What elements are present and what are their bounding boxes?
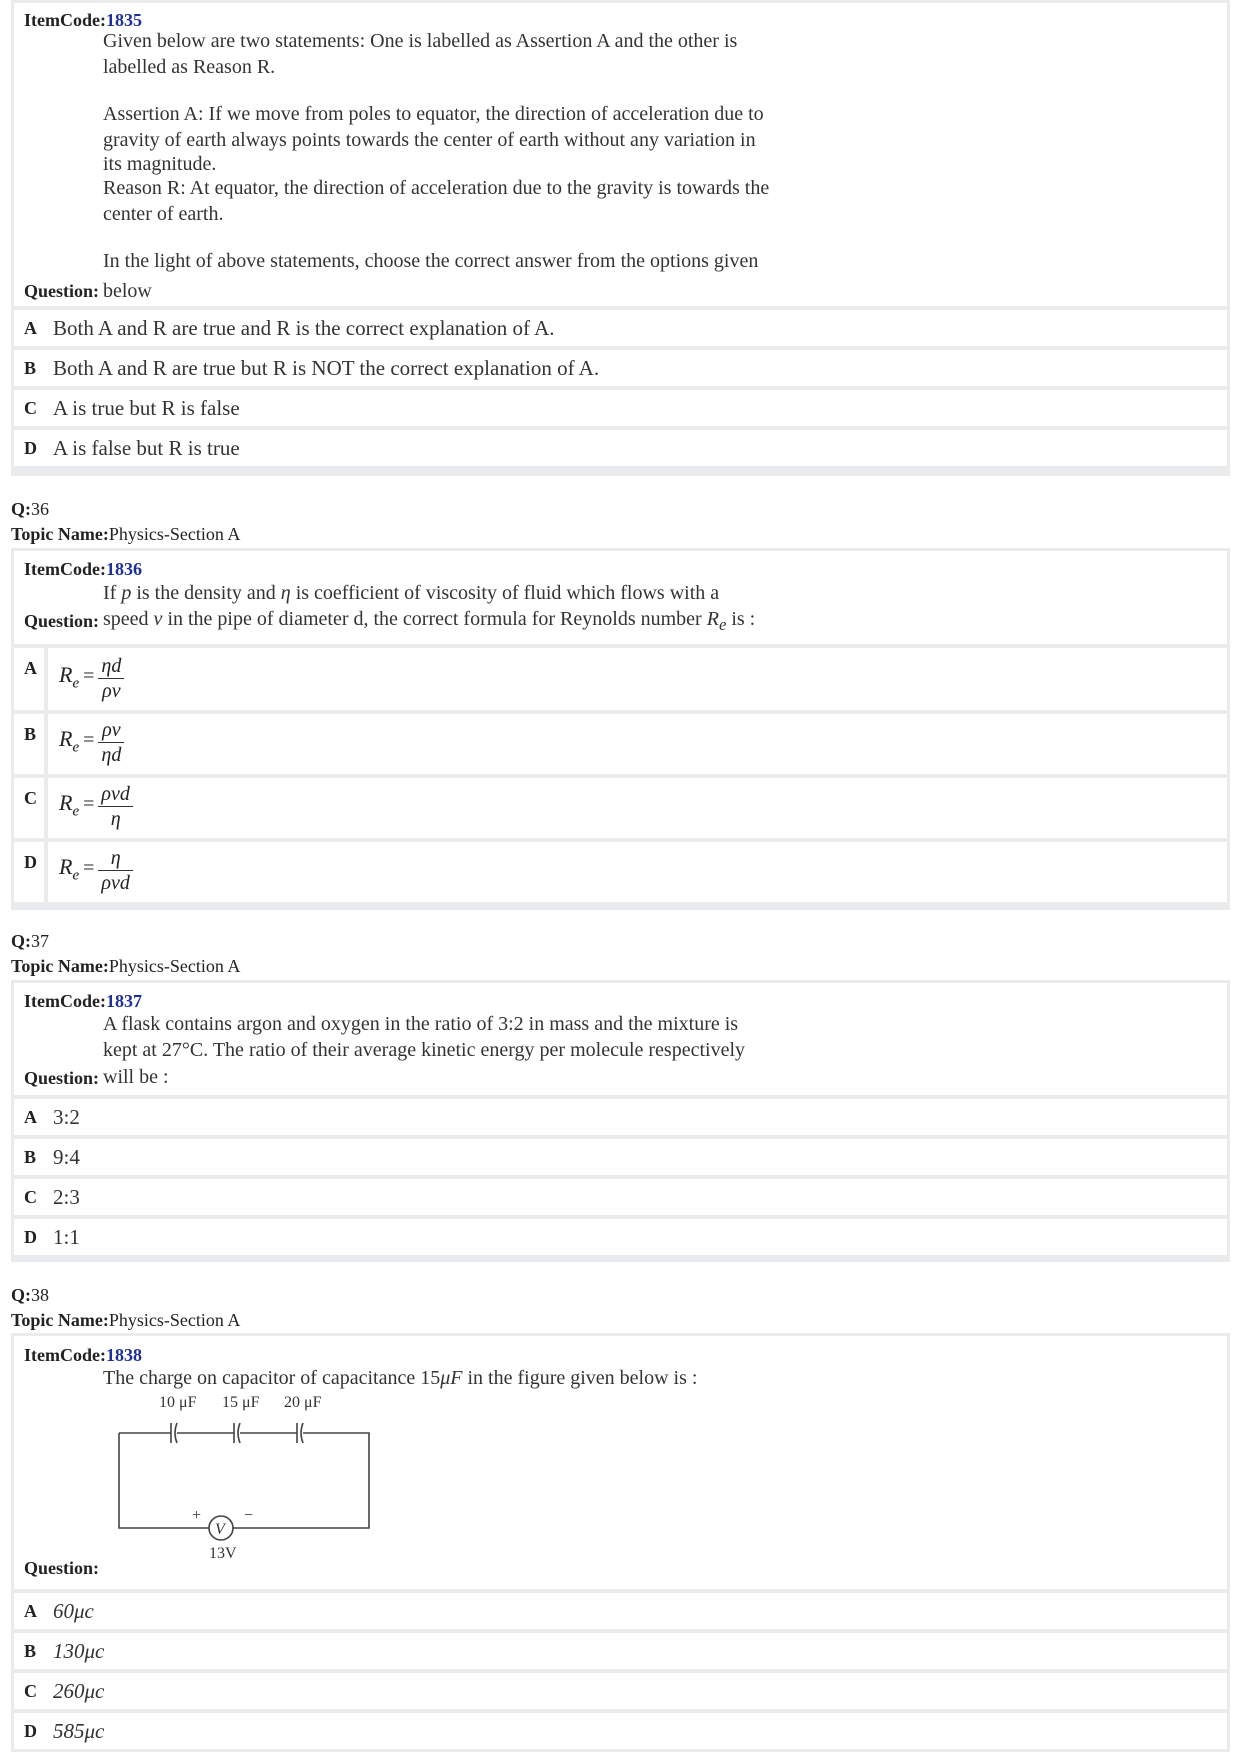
question-line: Reason R: At equator, the direction of acceleration due to the gravity is towards the	[103, 177, 770, 199]
option-letter: A	[24, 658, 37, 678]
question-line: Given below are two statements: One is labelled as Assertion A and the other is	[103, 30, 738, 52]
re-symbol	[59, 854, 80, 884]
option-a[interactable]	[14, 648, 1227, 710]
option-b[interactable]	[14, 1139, 1227, 1175]
unit: μF	[440, 1367, 463, 1389]
item-code-label: ItemCode:	[24, 1345, 106, 1365]
item-code-value: 1837	[105, 991, 142, 1011]
question-block-36	[11, 548, 1230, 910]
option-letter: D	[24, 852, 37, 872]
option-c[interactable]	[14, 390, 1227, 426]
re-symbol	[59, 790, 80, 820]
option-text: 260μc	[53, 1679, 105, 1703]
option-text: Both A and R are true but R is NOT the correct explanation of A.	[53, 356, 600, 380]
plus-sign: +	[192, 1507, 202, 1524]
q-label: Q:	[11, 1285, 31, 1305]
equals: =	[83, 857, 95, 880]
option-letter: B	[24, 724, 37, 744]
question-line-last: below	[103, 280, 152, 302]
formula	[59, 782, 133, 831]
text-frag: If	[103, 582, 122, 604]
option-text: A is true but R is false	[53, 396, 240, 420]
question-block-37	[11, 980, 1230, 1262]
fraction	[98, 782, 132, 831]
question-line: Assertion A: If we move from poles to equator, the direction of acceleration due to	[103, 103, 764, 125]
topic-value: Physics-Section A	[108, 1310, 241, 1330]
question-line: its magnitude.	[103, 153, 217, 175]
question-line: kept at 27°C. The ratio of their average kinetic energy per molecule respectively	[103, 1039, 746, 1061]
option-text: 1:1	[53, 1225, 80, 1249]
text-frag: in the pipe of diameter d, the correct formula for Reynolds number	[162, 608, 707, 630]
option-letter: C	[24, 398, 37, 418]
fraction	[98, 718, 124, 767]
question-line-2	[103, 606, 755, 638]
voltmeter-symbol: V	[215, 1521, 225, 1538]
option-letter: B	[24, 1147, 37, 1167]
question-line: labelled as Reason R.	[103, 56, 276, 78]
option-text: 60μc	[53, 1599, 94, 1623]
option-letter: B	[24, 358, 37, 378]
item-code-value: 1838	[105, 1345, 142, 1365]
question-label: Question:	[24, 1068, 100, 1088]
text-frag: in the figure given below is :	[462, 1367, 698, 1389]
option-d[interactable]	[14, 1219, 1227, 1255]
equals: =	[83, 729, 95, 752]
option-c[interactable]	[14, 778, 1227, 838]
question-line: gravity of earth always points towards the center of earth without any variation in	[103, 129, 756, 151]
q-number: 37	[31, 931, 49, 951]
q-number: 38	[31, 1285, 49, 1305]
e: e	[72, 739, 80, 756]
equals: =	[83, 793, 95, 816]
option-letter: A	[24, 318, 37, 338]
r: R	[59, 662, 73, 688]
option-divider	[44, 648, 48, 710]
question-line: center of earth.	[103, 203, 224, 225]
denominator: ηd	[101, 744, 122, 766]
r-symbol: R	[706, 608, 719, 630]
cap2-label: 15 μF	[222, 1394, 260, 1411]
v-symbol: v	[153, 608, 163, 630]
option-c[interactable]	[14, 1673, 1227, 1709]
option-letter: A	[24, 1601, 37, 1621]
topic-name	[11, 1310, 240, 1331]
question-text	[103, 28, 769, 274]
question-number	[11, 1285, 49, 1306]
r: R	[59, 790, 73, 816]
question-text	[103, 1365, 697, 1391]
formula	[59, 654, 124, 703]
option-letter: B	[24, 1641, 37, 1661]
option-text: A is false but R is true	[53, 436, 240, 460]
question-row	[14, 1336, 1227, 1589]
item-code-value: 1835	[105, 10, 142, 30]
fraction	[98, 846, 132, 895]
option-text: Both A and R are true and R is the correct explanation of A.	[53, 316, 555, 340]
topic-name	[11, 956, 240, 977]
numerator: η	[98, 846, 132, 871]
option-letter: D	[24, 1721, 37, 1741]
cap1-label: 10 μF	[159, 1394, 197, 1411]
question-text	[103, 1011, 745, 1063]
option-text: 585μc	[53, 1719, 105, 1743]
topic-label: Topic Name:	[11, 956, 109, 976]
option-d[interactable]	[14, 1713, 1227, 1749]
option-d[interactable]	[14, 842, 1227, 902]
question-row	[14, 983, 1227, 1095]
option-divider	[44, 714, 48, 774]
re-symbol	[59, 662, 80, 692]
option-a[interactable]	[14, 1099, 1227, 1135]
option-b[interactable]	[14, 714, 1227, 774]
numerator: ρνd	[98, 782, 132, 807]
r: R	[59, 726, 73, 752]
numerator: ρν	[98, 718, 124, 743]
minus-sign: −	[244, 1507, 254, 1524]
item-code-label: ItemCode:	[24, 559, 106, 579]
option-letter: C	[24, 788, 37, 808]
item-code	[24, 559, 142, 580]
eta-symbol: η	[280, 582, 291, 604]
equals: =	[83, 665, 95, 688]
option-b[interactable]	[14, 350, 1227, 386]
question-row	[14, 3, 1227, 306]
e: e	[72, 803, 80, 820]
option-divider	[44, 842, 48, 902]
option-letter: C	[24, 1681, 37, 1701]
formula	[59, 846, 133, 895]
text-frag: is coefficient of viscosity of fluid which flows with a	[290, 582, 720, 604]
denominator: η	[110, 808, 121, 830]
r: R	[59, 854, 73, 880]
rho-symbol: p	[121, 582, 132, 604]
topic-label: Topic Name:	[11, 1310, 109, 1330]
option-letter: C	[24, 1187, 37, 1207]
option-letter: A	[24, 1107, 37, 1127]
option-a[interactable]	[14, 310, 1227, 346]
voltage-label: 13V	[209, 1545, 237, 1561]
option-text: 2:3	[53, 1185, 80, 1209]
question-label: Question:	[24, 611, 100, 631]
item-code	[24, 991, 142, 1012]
formula	[59, 718, 124, 767]
re-symbol	[59, 726, 80, 756]
option-d[interactable]	[14, 430, 1227, 466]
topic-name	[11, 524, 240, 545]
option-text: 9:4	[53, 1145, 80, 1169]
denominator: ρνd	[101, 872, 130, 894]
text-frag: speed	[103, 608, 154, 630]
question-line: In the light of above statements, choose the correct answer from the options given	[103, 250, 759, 272]
denominator: ρν	[102, 680, 121, 702]
option-letter: D	[24, 1227, 37, 1247]
question-number	[11, 931, 49, 952]
q-number: 36	[31, 499, 49, 519]
item-code-label: ItemCode:	[24, 991, 106, 1011]
option-a[interactable]	[14, 1593, 1227, 1629]
option-text: 130μc	[53, 1639, 105, 1663]
question-number	[11, 499, 49, 520]
q-label: Q:	[11, 499, 31, 519]
option-c[interactable]	[14, 1179, 1227, 1215]
e: e	[72, 867, 80, 884]
question-line-1	[103, 580, 719, 606]
r-subscript: e	[718, 615, 727, 634]
numerator: ηd	[98, 654, 124, 679]
question-line: A flask contains argon and oxygen in the ratio of 3:2 in mass and the mixture is	[103, 1013, 739, 1035]
cap3-label: 20 μF	[284, 1394, 322, 1411]
item-code	[24, 1345, 142, 1366]
e: e	[72, 675, 80, 692]
item-code-label: ItemCode:	[24, 10, 106, 30]
question-label: Question:	[24, 1558, 100, 1578]
topic-value: Physics-Section A	[108, 956, 241, 976]
option-divider	[44, 778, 48, 838]
circuit-diagram	[104, 1391, 384, 1561]
question-block-38	[11, 1333, 1230, 1752]
fraction	[98, 654, 124, 703]
question-line-last: will be :	[103, 1066, 169, 1088]
question-row	[14, 551, 1227, 644]
q-label: Q:	[11, 931, 31, 951]
option-text: 3:2	[53, 1105, 80, 1129]
question-label: Question:	[24, 281, 100, 301]
text-frag: is the density and	[131, 582, 281, 604]
text-frag: The charge on capacitor of capacitance 15	[103, 1367, 441, 1389]
topic-value: Physics-Section A	[108, 524, 241, 544]
question-block-35	[11, 0, 1230, 476]
option-b[interactable]	[14, 1633, 1227, 1669]
option-letter: D	[24, 438, 37, 458]
topic-label: Topic Name:	[11, 524, 109, 544]
text-frag: is :	[726, 608, 756, 630]
item-code-value: 1836	[105, 559, 142, 579]
